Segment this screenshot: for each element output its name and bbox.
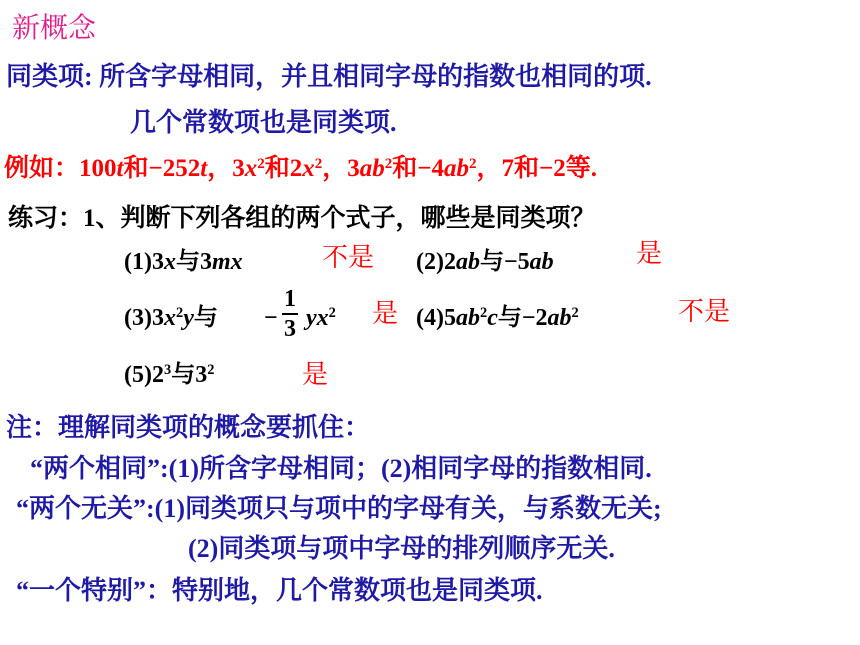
answer-1: 不是 xyxy=(322,243,375,273)
definition-line-2: 几个常数项也是同类项. xyxy=(130,108,397,137)
example-line: 例如：100t和−252t，$3x^2$和$2x^2$，$3ab^2$和$-4ab^2$，7和−2等. xyxy=(4,155,598,182)
note-2: “两个无关”:(1)同类项只与项中的字母有关，与系数无关; xyxy=(16,494,662,523)
exercise-item-3: $(3)3x^2y$与 xyxy=(124,305,218,331)
exercise-item-4: $(4)5ab^2c$与$-2ab^2$ xyxy=(416,305,579,331)
definition-line-1: 同类项: 所含字母相同，并且相同字母的指数也相同的项. xyxy=(6,62,652,91)
answer-4: 不是 xyxy=(678,297,731,327)
fraction-numerator: 1 xyxy=(284,286,296,312)
exercise-item-3-tail: $yx^2$ xyxy=(306,305,336,331)
fraction-denominator: 3 xyxy=(284,316,296,342)
exercise-item-5: $(5)2^3$与$3^2$ xyxy=(124,362,215,388)
fraction-one-third xyxy=(282,287,298,341)
exercise-prompt: 练习：1、判断下列各组的两个式子，哪些是同类项？ xyxy=(8,205,596,232)
notes-heading: 注：理解同类项的概念要抓住： xyxy=(6,413,371,442)
exercise-item-2: (2)2ab与−5ab xyxy=(416,249,554,275)
fraction-bar xyxy=(282,313,298,315)
fraction-minus: − xyxy=(264,305,278,331)
note-4: “一个特别”：特别地，几个常数项也是同类项. xyxy=(16,576,543,605)
page-title: 新概念 xyxy=(12,11,97,44)
note-3: (2)同类项与项中字母的排列顺序无关. xyxy=(188,534,615,563)
answer-3: 是 xyxy=(372,299,399,329)
answer-5: 是 xyxy=(302,360,329,390)
note-1: “两个相同”:(1)所含字母相同；(2)相同字母的指数相同. xyxy=(30,454,652,483)
exercise-item-1: (1)3x与3mx xyxy=(124,249,243,275)
answer-2: 是 xyxy=(636,239,663,269)
